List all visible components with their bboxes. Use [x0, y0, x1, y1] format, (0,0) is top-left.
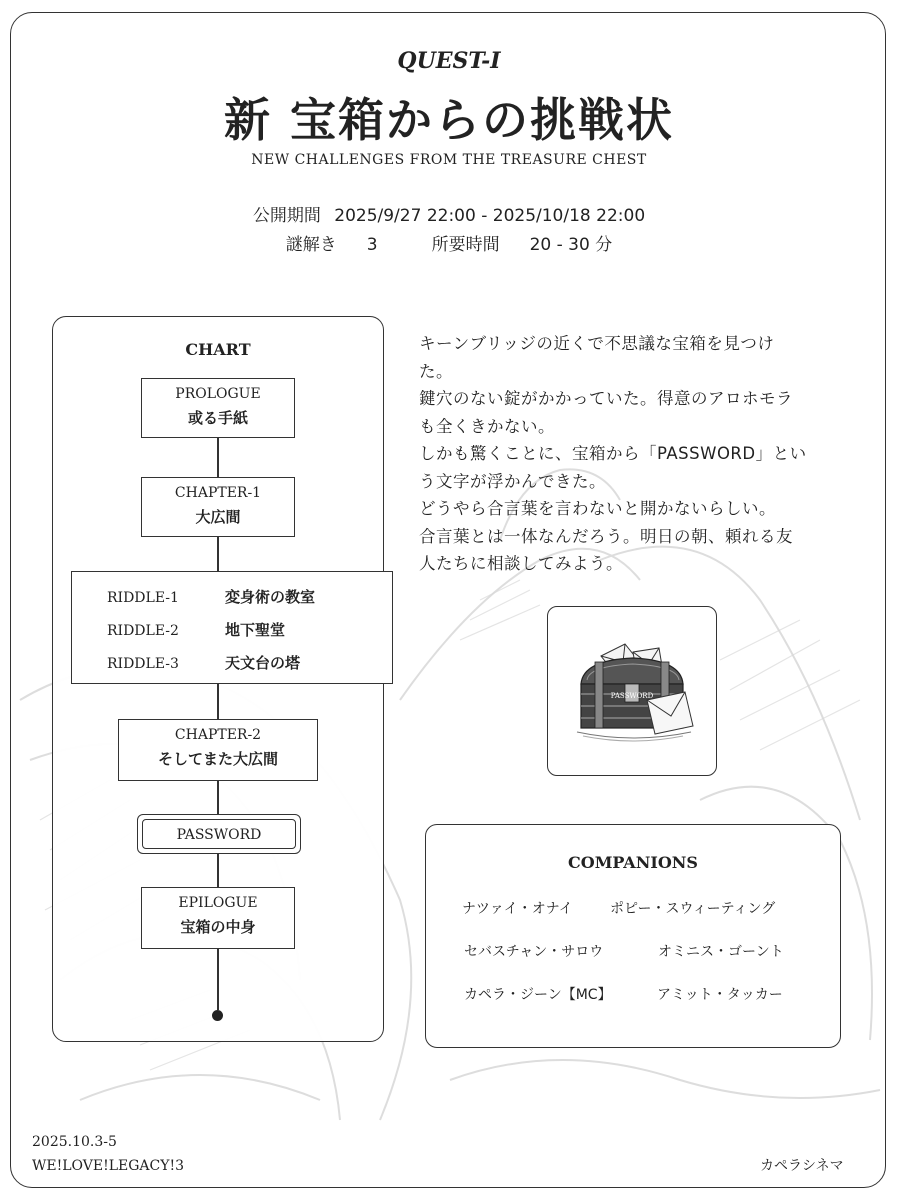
quest-label: QUEST-I: [397, 48, 501, 74]
chapter2-jp: そしてまた大広間: [157, 750, 278, 768]
riddles-node: [71, 571, 393, 684]
epilogue-jp: 宝箱の中身: [180, 918, 256, 936]
period-line: [0, 201, 898, 226]
chapter1-jp: 大広間: [195, 508, 241, 526]
epilogue-node: [141, 887, 295, 949]
story-text: [419, 330, 849, 578]
story-line: 鍵穴のない錠がかかっていた。得意のアロホモラ: [419, 389, 793, 408]
time-label: 所要時間: [431, 235, 500, 255]
epilogue-en: EPILOGUE: [178, 895, 258, 911]
prologue-node: [141, 378, 295, 438]
riddles-label: 謎解き: [285, 235, 337, 255]
footer-date: 2025.10.3-5: [32, 1134, 117, 1150]
companion-name: オミニス・ゴーント: [658, 944, 784, 960]
chapter1-node: [141, 477, 295, 537]
story-line: 合言葉とは一体なんだろう。明日の朝、頼れる友: [419, 526, 793, 546]
riddle-row: [107, 586, 315, 607]
period-label: 公開期間: [252, 206, 321, 226]
password-label: PASSWORD: [142, 819, 296, 849]
companion-name: ポピー・スウィーティング: [610, 901, 776, 917]
riddles-time-line: [0, 230, 898, 255]
story-line: キーンブリッジの近くで不思議な宝箱を見つけ: [419, 334, 775, 353]
riddle-name: RIDDLE-3: [107, 656, 179, 672]
riddle-place: 天文台の塔: [225, 654, 301, 672]
riddle-row: [107, 619, 285, 640]
chest-password-text: PASSWORD: [610, 692, 654, 700]
chart-heading: CHART: [185, 340, 251, 359]
story-line: しかも驚くことに、宝箱から「PASSWORD」とい: [419, 444, 807, 463]
riddle-place: 地下聖堂: [225, 621, 286, 639]
companions-heading: COMPANIONS: [568, 853, 698, 872]
companion-name: アミット・タッカー: [657, 987, 783, 1003]
riddle-name: RIDDLE-2: [107, 623, 179, 639]
riddle-row: [107, 652, 300, 673]
story-line: う文字が浮かんできた。: [419, 471, 606, 491]
story-line: 人たちに相談してみよう。: [419, 554, 623, 573]
footer-event: WE!LOVE!LEGACY!3: [32, 1158, 185, 1174]
page-subtitle: NEW CHALLENGES FROM THE TREASURE CHEST: [251, 152, 647, 168]
footer-circle: カペラシネマ: [760, 1158, 844, 1174]
time-value: 20 - 30 分: [529, 235, 613, 255]
chapter1-en: CHAPTER-1: [174, 485, 262, 501]
riddles-value: 3: [366, 235, 378, 255]
flow-end-dot: [212, 1010, 223, 1021]
companion-name: セバスチャン・サロウ: [464, 944, 604, 960]
period-value: 2025/9/27 22:00 - 2025/10/18 22:00: [334, 206, 646, 226]
chapter2-en: CHAPTER-2: [174, 727, 262, 743]
riddle-name: RIDDLE-1: [107, 590, 179, 606]
prologue-en: PROLOGUE: [175, 386, 261, 402]
story-line: も全くきかない。: [419, 416, 555, 436]
treasure-chest-icon: [563, 622, 703, 762]
page-title: 新 宝箱からの挑戦状: [223, 93, 674, 147]
chest-illustration-frame: [547, 606, 717, 776]
companion-name: ナツァイ・オナイ: [462, 901, 573, 917]
story-line: た。: [419, 361, 453, 381]
password-node: [137, 814, 301, 854]
chapter2-node: [118, 719, 318, 781]
story-line: どうやら合言葉を言わないと開かないらしい。: [419, 499, 776, 518]
prologue-jp: 或る手紙: [187, 409, 248, 427]
companion-name: カペラ・ジーン【MC】: [464, 987, 612, 1003]
riddle-place: 変身術の教室: [225, 588, 316, 606]
